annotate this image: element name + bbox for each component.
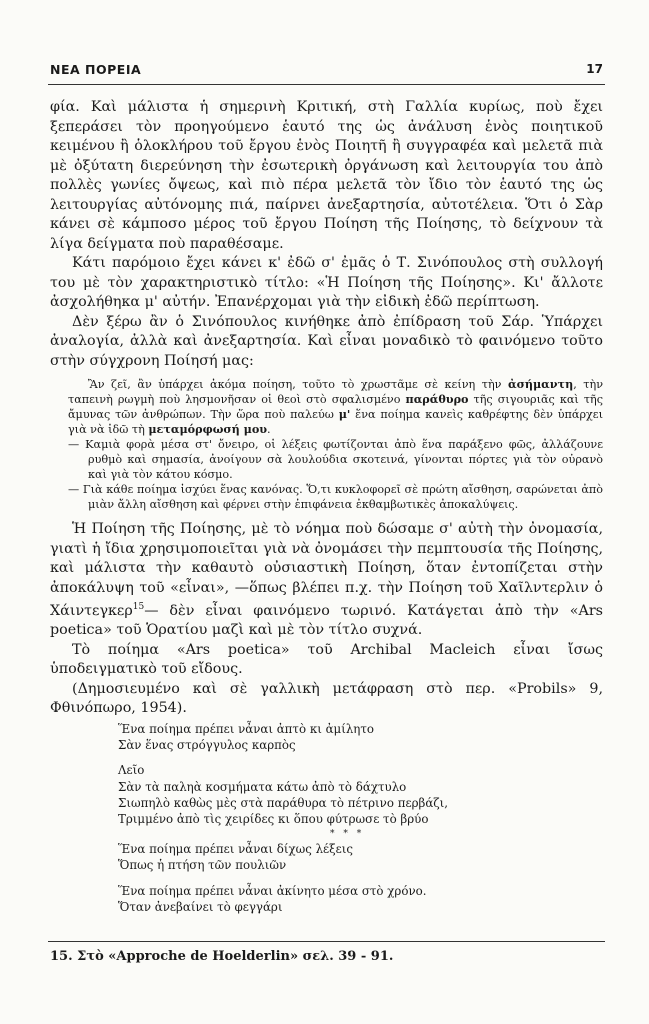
paragraph-3: Δὲν ξέρω ἂν ὁ Σινόπουλος κινήθηκε ἀπὸ ἐπίδραση τοῦ Σάρ. Ὑπάρχει ἀναλογία, ἀλλὰ καὶ ἀνεξαρτησία. Καὶ εἶναι μοναδικὸ τὸ φαινόμενο τοῦτο στὴν σύγχρονη Ποίησή μας: bbox=[50, 313, 603, 369]
footnote bbox=[50, 949, 393, 964]
footnote-ref: 15 bbox=[132, 602, 145, 612]
running-header bbox=[50, 62, 603, 80]
paragraph-2: Κάτι παρόμοιο ἔχει κάνει κ' ἐδῶ σ' ἐμᾶς ὁ Τ. Σινόπουλος στὴ συλλογή του μὲ τὸν χαρακτηριστικὸ τίτλο: «Ἡ Ποίηση τῆς Ποίησης». Κι' ἄλλοτε ἀσχολήθηκα μ' αὐτήν. Ἐπανέρχομαι γιὰ τὴν εἰδικὴ ἐδῶ περίπτωση. bbox=[50, 255, 603, 310]
poem-line: Ὅπως ἡ πτήση τῶν πουλιῶν bbox=[118, 858, 287, 873]
block-quote bbox=[68, 377, 603, 512]
quote-item-2: — Καμιὰ φορὰ μέσα στ' ὄνειρο, οἱ λέξεις φωτίζονται ἀπὸ ἕνα παράξενο φῶς, ἀλλάζουνε ρυθμὸ καὶ σημασία, ἀνοίγουν σὰ λουλούδια σκοτεινά, γίνονται πόρτες γιὰ τὸν οὐρανὸ καὶ γιὰ τὸν κάτου κόσμο. bbox=[68, 438, 603, 481]
poem-line: Σὰν ἕνας στρόγγυλος καρπὸς bbox=[118, 738, 296, 753]
paragraph-4: Ἡ Ποίηση τῆς Ποίησης, μὲ τὸ νόημα ποὺ δώσαμε σ' αὐτὴ τὴν ὀνομασία, γιατὶ ἡ ἴδια χρησιμοποιεῖται γιὰ νὰ ὀνομάσει τὴν πεμπτουσία τῆς Ποίησης, καὶ μάλιστα τὴν καθαυτὸ οὐσιαστικὴ Ποίηση, ὅταν ἐντοπίζεται στὴν ἀποκάλυψη τοῦ «εἶναι», —ὅπως βλέπει π.χ. τὴν Ποίηση τοῦ Χαῖλντερλιν ὁ Χάιντεγκερ$^{15}$— δὲν εἶναι φαινόμενο τωρινό. Κατάγεται ἀπὸ τὴν «Ars poetica» τοῦ Ὁρατίου μαζὶ καὶ μὲ τὸν τίτλο συχνά. bbox=[50, 521, 603, 639]
poem-line: Σὰν τὰ παληὰ κοσμήματα κάτω ἀπὸ τὸ δάχτυλο bbox=[118, 779, 407, 794]
poem-line: Λεῖο bbox=[118, 763, 145, 778]
page-number: 17 bbox=[586, 62, 603, 76]
section-separator: * * * bbox=[330, 829, 365, 840]
paragraph-5: Τὸ ποίημα «Ars poetica» τοῦ Archibal Macleich εἶναι ἴσως ὑποδειγματικὸ τοῦ εἴδους. bbox=[50, 641, 603, 678]
poem-line: Ἕνα ποίημα πρέπει νἆναι ἀκίνητο μέσα στὸ χρόνο. bbox=[118, 883, 427, 898]
main-text bbox=[50, 98, 603, 719]
header-rule bbox=[48, 84, 605, 85]
quote-item-3: — Γιὰ κάθε ποίημα ἰσχύει ἕνας κανόνας. Ὅ,τι κυκλοφορεῖ σὲ πρώτη αἴσθηση, σαρώνεται ἀπὸ μιὰν ἄλλη αἴσθηση καὶ φέρνει στὴν ἐπιφάνεια ἐκθαμβωτικὲς ἀποκαλύψεις. bbox=[68, 483, 603, 511]
poem-excerpt bbox=[118, 721, 448, 915]
poem-line: Τριμμένο ἀπὸ τὶς χειρίδες κι ὅπου φύτρωσε τὸ βρύο bbox=[118, 812, 429, 827]
footnote-number: 15. bbox=[50, 949, 73, 964]
poem-line: Ἕνα ποίημα πρέπει νἆναι ἀπτὸ κι ἀμίλητο bbox=[118, 722, 374, 736]
footnote-text: Στὸ «Approche de Hoelderlin» σελ. 39 - 91. bbox=[77, 949, 394, 964]
journal-title: ΝΕΑ ΠΟΡΕΙΑ bbox=[50, 62, 142, 77]
footnote-rule bbox=[48, 941, 605, 942]
quote-item-1: Ἂν ζεῖ, ἂν ὑπάρχει ἀκόμα ποίηση, τοῦτο τὸ χρωστᾶμε σὲ κείνη τὴν ἀσήμαντη, τὴν ταπεινὴ ρωγμὴ ποὺ λησμονῆσαν οἱ θεοὶ στὸ σφαλισμένο παράθυρο τῆς σιγουριᾶς καὶ τῆς ἄμυνας τῶν ἀνθρώπων. Τὴν ὥρα ποὺ παλεύω μ' ἕνα ποίημα κανεὶς καθρέφτης δὲν ὑπάρχει γιὰ νὰ ἰδῶ τὴ μεταμόρφωσή μου. bbox=[68, 377, 603, 436]
paragraph-6: (Δημοσιευμένο καὶ σὲ γαλλικὴ μετάφραση στὸ περ. «Probils» 9, Φθινόπωρο, 1954). bbox=[50, 680, 603, 717]
paragraph-1: φία. Καὶ μάλιστα ἡ σημερινὴ Κριτική, στὴ Γαλλία κυρίως, ποὺ ἔχει ξεπεράσει τὸν προηγούμενο ἑαυτό της ὡς ἀνάλυση ἑνὸς ποιητικοῦ κειμένου ἢ ὁλοκλήρου τοῦ ἔργου ἑνὸς Ποιητῆ ἢ συγγραφέα καὶ μελετᾶ πιὰ μὲ ὀξύτατη διερεύνηση τὴν ἐσωτερικὴ ὀργάνωση καὶ λειτουργία του ἀπὸ πολλὲς γωνίες ὄψεως, καὶ πιὸ πέρα μελετᾶ τὸν ἴδιο τὸν ἑαυτό της ὡς λειτουργίας αὐτόνομης πιά, παίρνει ἀνεξαρτησία, αὐτοτέλεια. Ὅτι ὁ Σὰρ κάνει σὲ κάμποσο μέρος τοῦ ἔργου Ποίηση τῆς Ποίησης, τὸ δείχνουν τὰ λίγα δείγματα ποὺ παραθέσαμε. bbox=[50, 99, 603, 252]
poem-line: Σιωπηλὸ καθὼς μὲς στὰ παράθυρα τὸ πέτρινο περβάζι, bbox=[118, 795, 449, 810]
poem-line: Ἕνα ποίημα πρέπει νἆναι δίχως λέξεις bbox=[118, 842, 353, 857]
poem-line: Ὅταν ἀνεβαίνει τὸ φεγγάρι bbox=[118, 899, 283, 914]
